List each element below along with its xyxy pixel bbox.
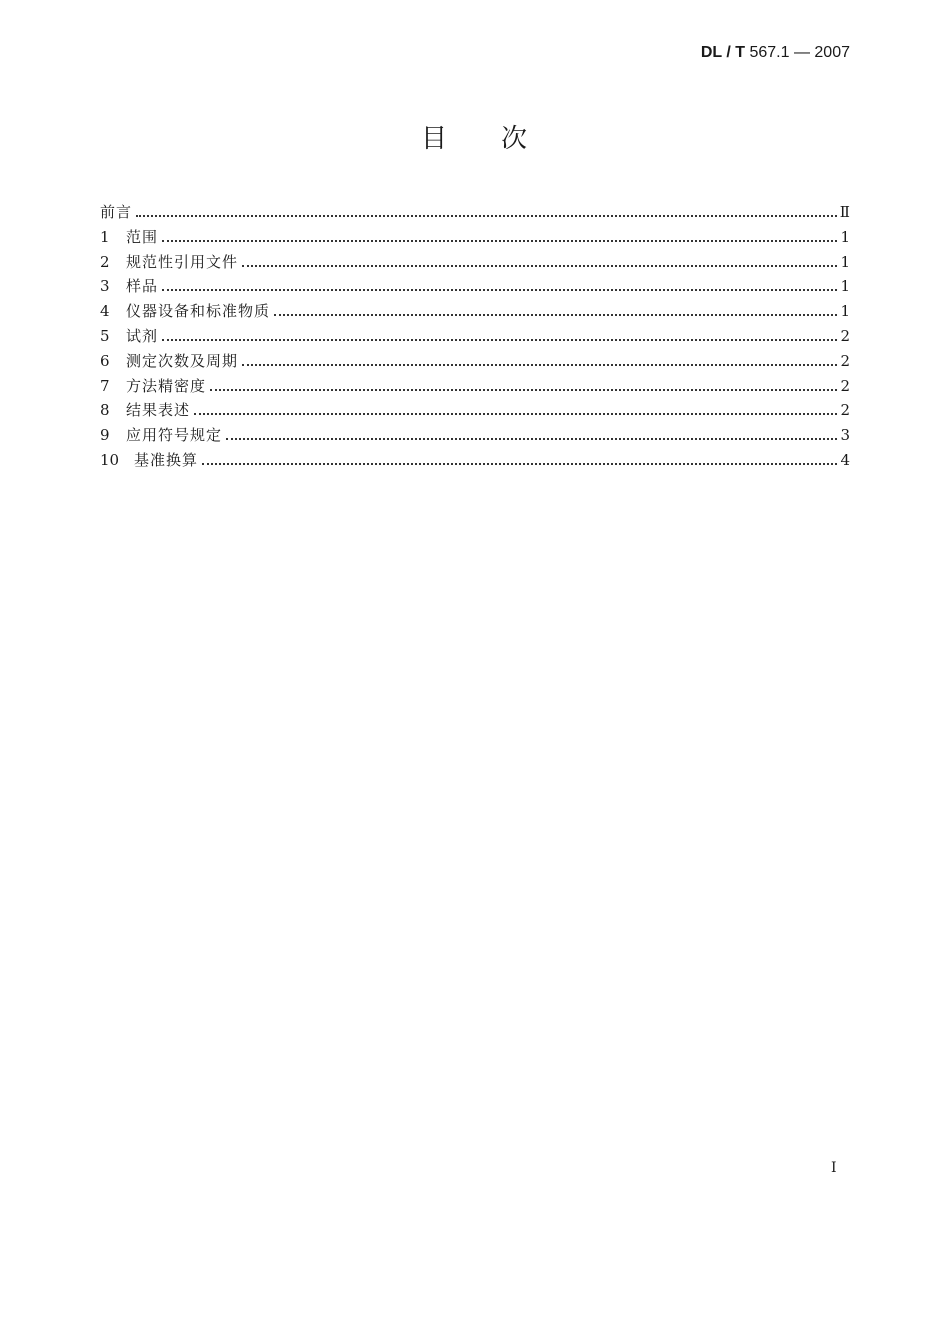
toc-entry-label: 方法精密度 xyxy=(126,376,207,395)
document-code xyxy=(701,44,850,62)
toc-entry-label: 样品 xyxy=(126,277,159,296)
toc-entry-2[interactable] xyxy=(100,250,850,275)
toc-entry-1[interactable] xyxy=(100,225,850,250)
toc-entry-number: 9 xyxy=(100,426,110,445)
toc-entry-page: 4 xyxy=(840,450,850,469)
toc-entry-page: Ⅱ xyxy=(839,203,850,221)
toc-entry-label: 范围 xyxy=(126,227,159,246)
toc-entry-number: 5 xyxy=(100,326,110,345)
toc-leader-dots xyxy=(194,413,837,415)
toc-leader-dots xyxy=(226,438,837,440)
page-title xyxy=(0,118,950,155)
toc-leader-dots xyxy=(162,339,837,341)
toc-entry-10[interactable] xyxy=(100,448,850,473)
toc-entry-page: 1 xyxy=(840,227,850,246)
document-code-number: 567.1 — 2007 xyxy=(749,44,850,61)
toc-entry-foreword[interactable] xyxy=(100,200,850,225)
toc-entry-label: 仪器设备和标准物质 xyxy=(126,302,271,321)
toc-leader-dots xyxy=(162,240,837,242)
toc-entry-label: 应用符号规定 xyxy=(126,426,223,445)
toc-entry-number: 1 xyxy=(100,227,110,246)
toc-entry-number: 3 xyxy=(100,277,110,296)
toc-entry-9[interactable] xyxy=(100,423,850,448)
toc-entry-4[interactable] xyxy=(100,299,850,324)
toc-entry-page: 2 xyxy=(840,326,850,345)
toc-entry-page: 3 xyxy=(840,426,850,445)
toc-entry-number: 10 xyxy=(100,450,120,469)
toc-entry-7[interactable] xyxy=(100,374,850,399)
page-number: I xyxy=(831,1160,837,1176)
toc-entry-label: 结果表述 xyxy=(126,401,191,420)
toc-entry-label: 前言 xyxy=(100,203,133,221)
toc-entry-6[interactable] xyxy=(100,349,850,374)
toc-leader-dots xyxy=(136,215,837,217)
toc-leader-dots xyxy=(210,389,837,391)
toc-leader-dots xyxy=(274,314,837,316)
toc-entry-page: 1 xyxy=(840,252,850,271)
toc-entry-number: 7 xyxy=(100,376,110,395)
toc-leader-dots xyxy=(202,463,837,465)
toc-entry-number: 6 xyxy=(100,351,110,370)
toc-entry-label: 试剂 xyxy=(126,326,159,345)
document-code-prefix: DL / T xyxy=(700,44,746,61)
toc-entry-label: 规范性引用文件 xyxy=(126,252,239,271)
toc-entry-page: 2 xyxy=(840,401,850,420)
toc-leader-dots xyxy=(162,289,837,291)
toc-leader-dots xyxy=(242,265,837,267)
toc-entry-3[interactable] xyxy=(100,274,850,299)
toc-entry-page: 1 xyxy=(840,302,850,321)
toc-entry-8[interactable] xyxy=(100,398,850,423)
toc-entry-number: 4 xyxy=(100,302,110,321)
toc-entry-page: 1 xyxy=(840,277,850,296)
page-title-char-2: 次 xyxy=(501,124,530,154)
page-title-char-1: 目 xyxy=(420,124,449,154)
toc-entry-number: 8 xyxy=(100,401,110,420)
toc-entry-number: 2 xyxy=(100,252,110,271)
toc-entry-5[interactable] xyxy=(100,324,850,349)
toc-entry-label: 测定次数及周期 xyxy=(126,351,239,370)
toc-entry-label: 基准换算 xyxy=(134,450,199,469)
table-of-contents xyxy=(100,200,850,473)
toc-leader-dots xyxy=(242,364,837,366)
toc-entry-page: 2 xyxy=(840,376,850,395)
toc-entry-page: 2 xyxy=(840,351,850,370)
